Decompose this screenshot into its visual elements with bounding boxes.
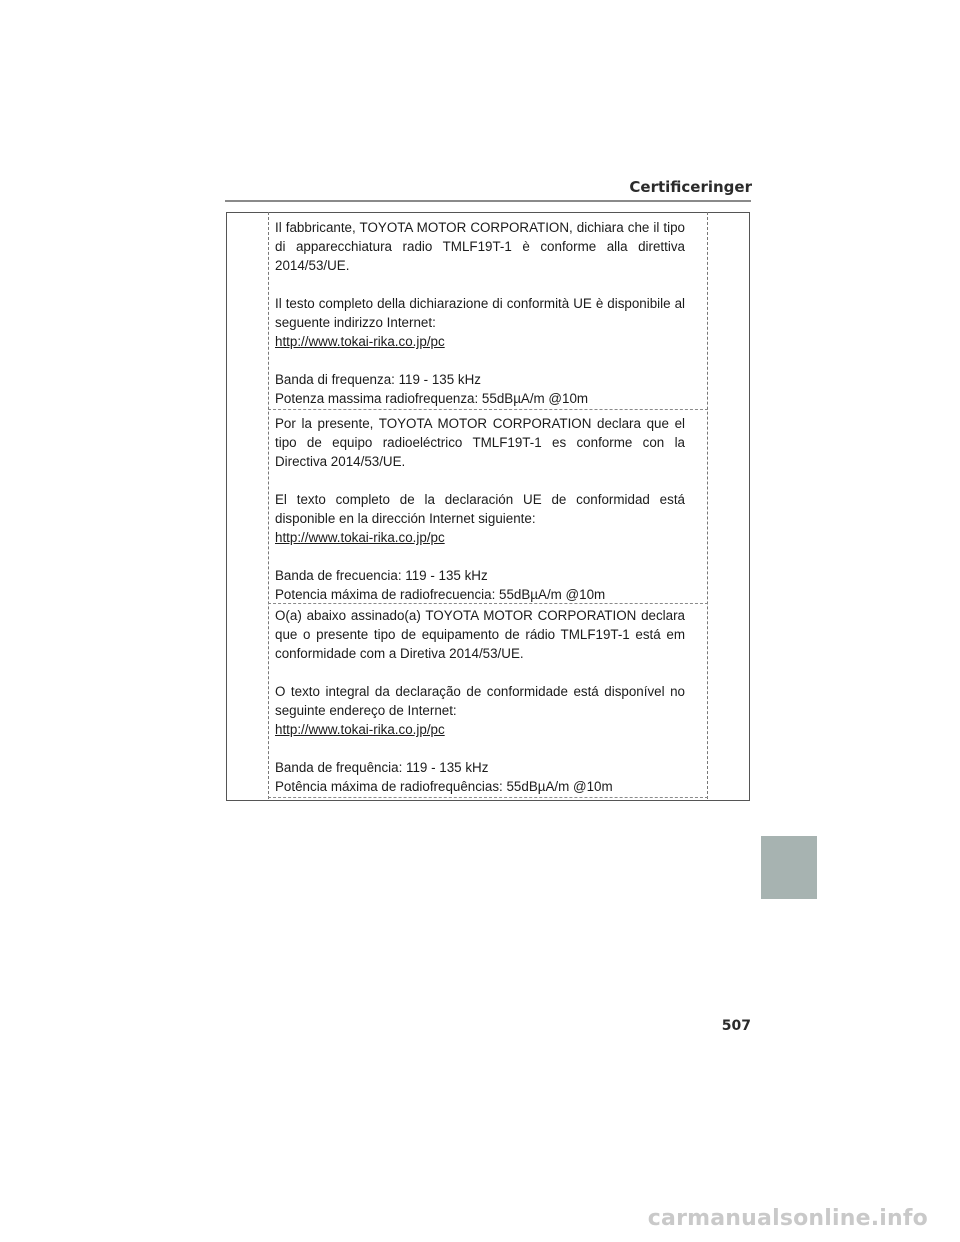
max-power: Potência máxima de radiofrequências: 55dBµA/m @10m (275, 779, 613, 794)
declaration-statement: Por la presente, TOYOTA MOTOR CORPORATION declara que el tipo de equipo radioeléctrico TMLF19T-1 es conforme con la Directiva 2014/53/UE. (275, 416, 685, 469)
section-divider (268, 409, 708, 410)
declaration-link[interactable]: http://www.tokai-rika.co.jp/pc (275, 722, 445, 737)
chapter-thumb-tab (761, 836, 817, 899)
page-number: 507 (721, 1018, 751, 1034)
declaration-spanish (275, 414, 685, 604)
header-divider (225, 200, 751, 202)
declaration-availability: Il testo completo della dichiarazione di conformità UE è disponibile al seguente indirizzo Internet: (275, 296, 685, 330)
watermark: carmanualsonline.info (647, 1206, 928, 1231)
declaration-italian (275, 218, 685, 408)
declaration-availability: O texto integral da declaração de conformidade está disponível no seguinte endereço de Internet: (275, 684, 685, 718)
declaration-portuguese (275, 606, 685, 796)
frequency-band: Banda de frecuencia: 119 - 135 kHz (275, 568, 488, 583)
declaration-link[interactable]: http://www.tokai-rika.co.jp/pc (275, 334, 445, 349)
section-divider (268, 797, 708, 798)
declaration-availability: El texto completo de la declaración UE de conformidad está disponible en la dirección Internet siguiente: (275, 492, 685, 526)
frequency-band: Banda di frequenza: 119 - 135 kHz (275, 372, 481, 387)
frequency-band: Banda de frequência: 119 - 135 kHz (275, 760, 489, 775)
declaration-statement: Il fabbricante, TOYOTA MOTOR CORPORATION, dichiara che il tipo di apparecchiatura radio TMLF19T-1 è conforme alla direttiva 2014/53/UE. (275, 220, 685, 273)
declaration-link[interactable]: http://www.tokai-rika.co.jp/pc (275, 530, 445, 545)
section-divider (268, 603, 708, 604)
max-power: Potencia máxima de radiofrecuencia: 55dBµA/m @10m (275, 587, 606, 602)
max-power: Potenza massima radiofrequenza: 55dBµA/m @10m (275, 391, 589, 406)
section-title: Certificeringer (629, 178, 752, 196)
declaration-statement: O(a) abaixo assinado(a) TOYOTA MOTOR CORPORATION declara que o presente tipo de equipamento de rádio TMLF19T-1 está em conformidade com a Diretiva 2014/53/UE. (275, 608, 685, 661)
